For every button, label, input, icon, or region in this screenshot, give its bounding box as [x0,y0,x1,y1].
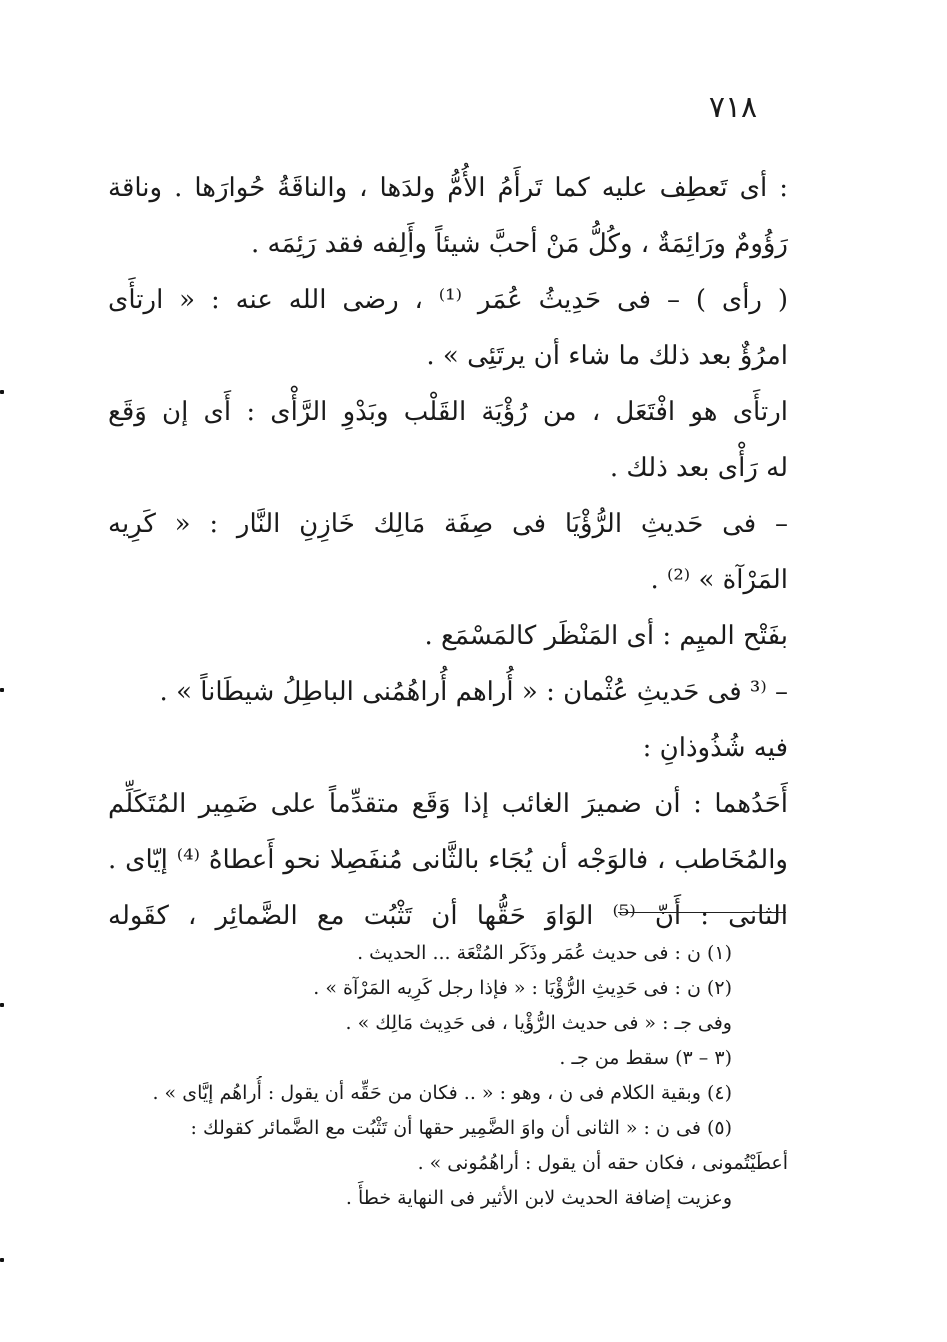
scan-mark [0,390,4,394]
text-line: والمُخَاطب ، فالوَجْه أن يُجَاء بالثَّانى مُنفَصِلا نحو أَعطاهُ ⁽⁴⁾ إيّاى . [108,845,788,875]
footnote-line: (٥) فى ن : « الثانى أن واوَ الضَّمِير حقها أن تَثْبُت مع الضَّمائر كقولك : [190,1117,732,1139]
footnote-line: أعطَيْتُمونى ، فكان حقه أن يقول : أراهُمُونى » . [417,1152,788,1174]
footnotes [108,936,788,1216]
text-line: امرُؤٌ بعد ذلك ما شاء أن يرتَئِى » . [426,341,788,371]
text-line: الثانى : أَنّ ⁽⁵⁾ الوَاوَ حَقُّها أن تَثْبُت مع الضَّمائِر ، كقَوله [108,901,788,931]
text-line: ارتأَى هو افْتَعَل ، من رُؤْيَة القَلْب وبَدْوِ الرَّأْى : أَى إن وَقَع [108,397,788,427]
scan-mark [0,1003,4,1007]
page-number: ٧١٨ [708,90,758,125]
text-line: – فى حَديثِ الرُّؤْيَا فى صِفَة مَالِك خَازِنِ النَّار : « كَرِيه [108,509,788,539]
scan-mark [0,688,4,692]
footnote-line: (٤) وبقية الكلام فى ن ، وهو : « .. فكان من حَقِّه أن يقول : أُراهُم إيَّاى » . [152,1082,732,1104]
text-line: : أى تَعطِف عليه كما تَرأَمُ الأُمُّ ولدَها ، والناقَةُ حُوارَها . وناقة [108,173,788,203]
footnote-line: (٣ – ٣) سقط من جـ . [559,1047,732,1069]
text-line: رَؤُومٌ ورَائِمَةٌ ، وكُلُّ مَنْ أحبَّ شيئاً وأَلِفه فقد رَئِمَه . [251,229,788,259]
text-line: فيه شُذُوذانِ : [642,733,788,763]
text-line: أَحَدُهما : أن ضميرَ الغائب إذا وَقَع متقدِّماً على ضَمِير المُتَكَلِّم [108,789,788,819]
text-line: ( رأى ) – فى حَدِيثُ عُمَر ⁽¹⁾ ، رضى الله عنه : « ارتأَى [108,285,788,315]
footnote-line: وعزيت إضافة الحديث لابن الأثير فى النهاية خطأً . [345,1187,732,1209]
footnote-line: (١) ن : فى حديث عُمَر وذَكَر المُتْعَة ... الحديث . [357,942,732,964]
main-text [108,160,788,944]
text-line: المَرْآة » ⁽²⁾ . [650,565,788,595]
footnote-line: وفى جـ : « فى حديث الرُّؤْيا ، فى حَدِيث مَالِك » . [345,1012,732,1034]
scan-mark [0,1258,4,1262]
text-line: له رَأْى بعد ذلك . [609,453,788,483]
footnote-line: (٢) ن : فى حَدِيثِ الرُّؤْيَا : « فإذا رجل كَرِيه المَرْآة » . [313,977,732,999]
footnote-separator [618,912,786,913]
text-line: – ⁽³ فى حَديثِ عُثْمان : « أُراهم أُراهُمُنى الباطِلُ شيطَاناً » . [159,677,788,707]
text-line: بفَتْح الميِم : أى المَنْظَر كالمَسْمَع . [424,621,788,651]
